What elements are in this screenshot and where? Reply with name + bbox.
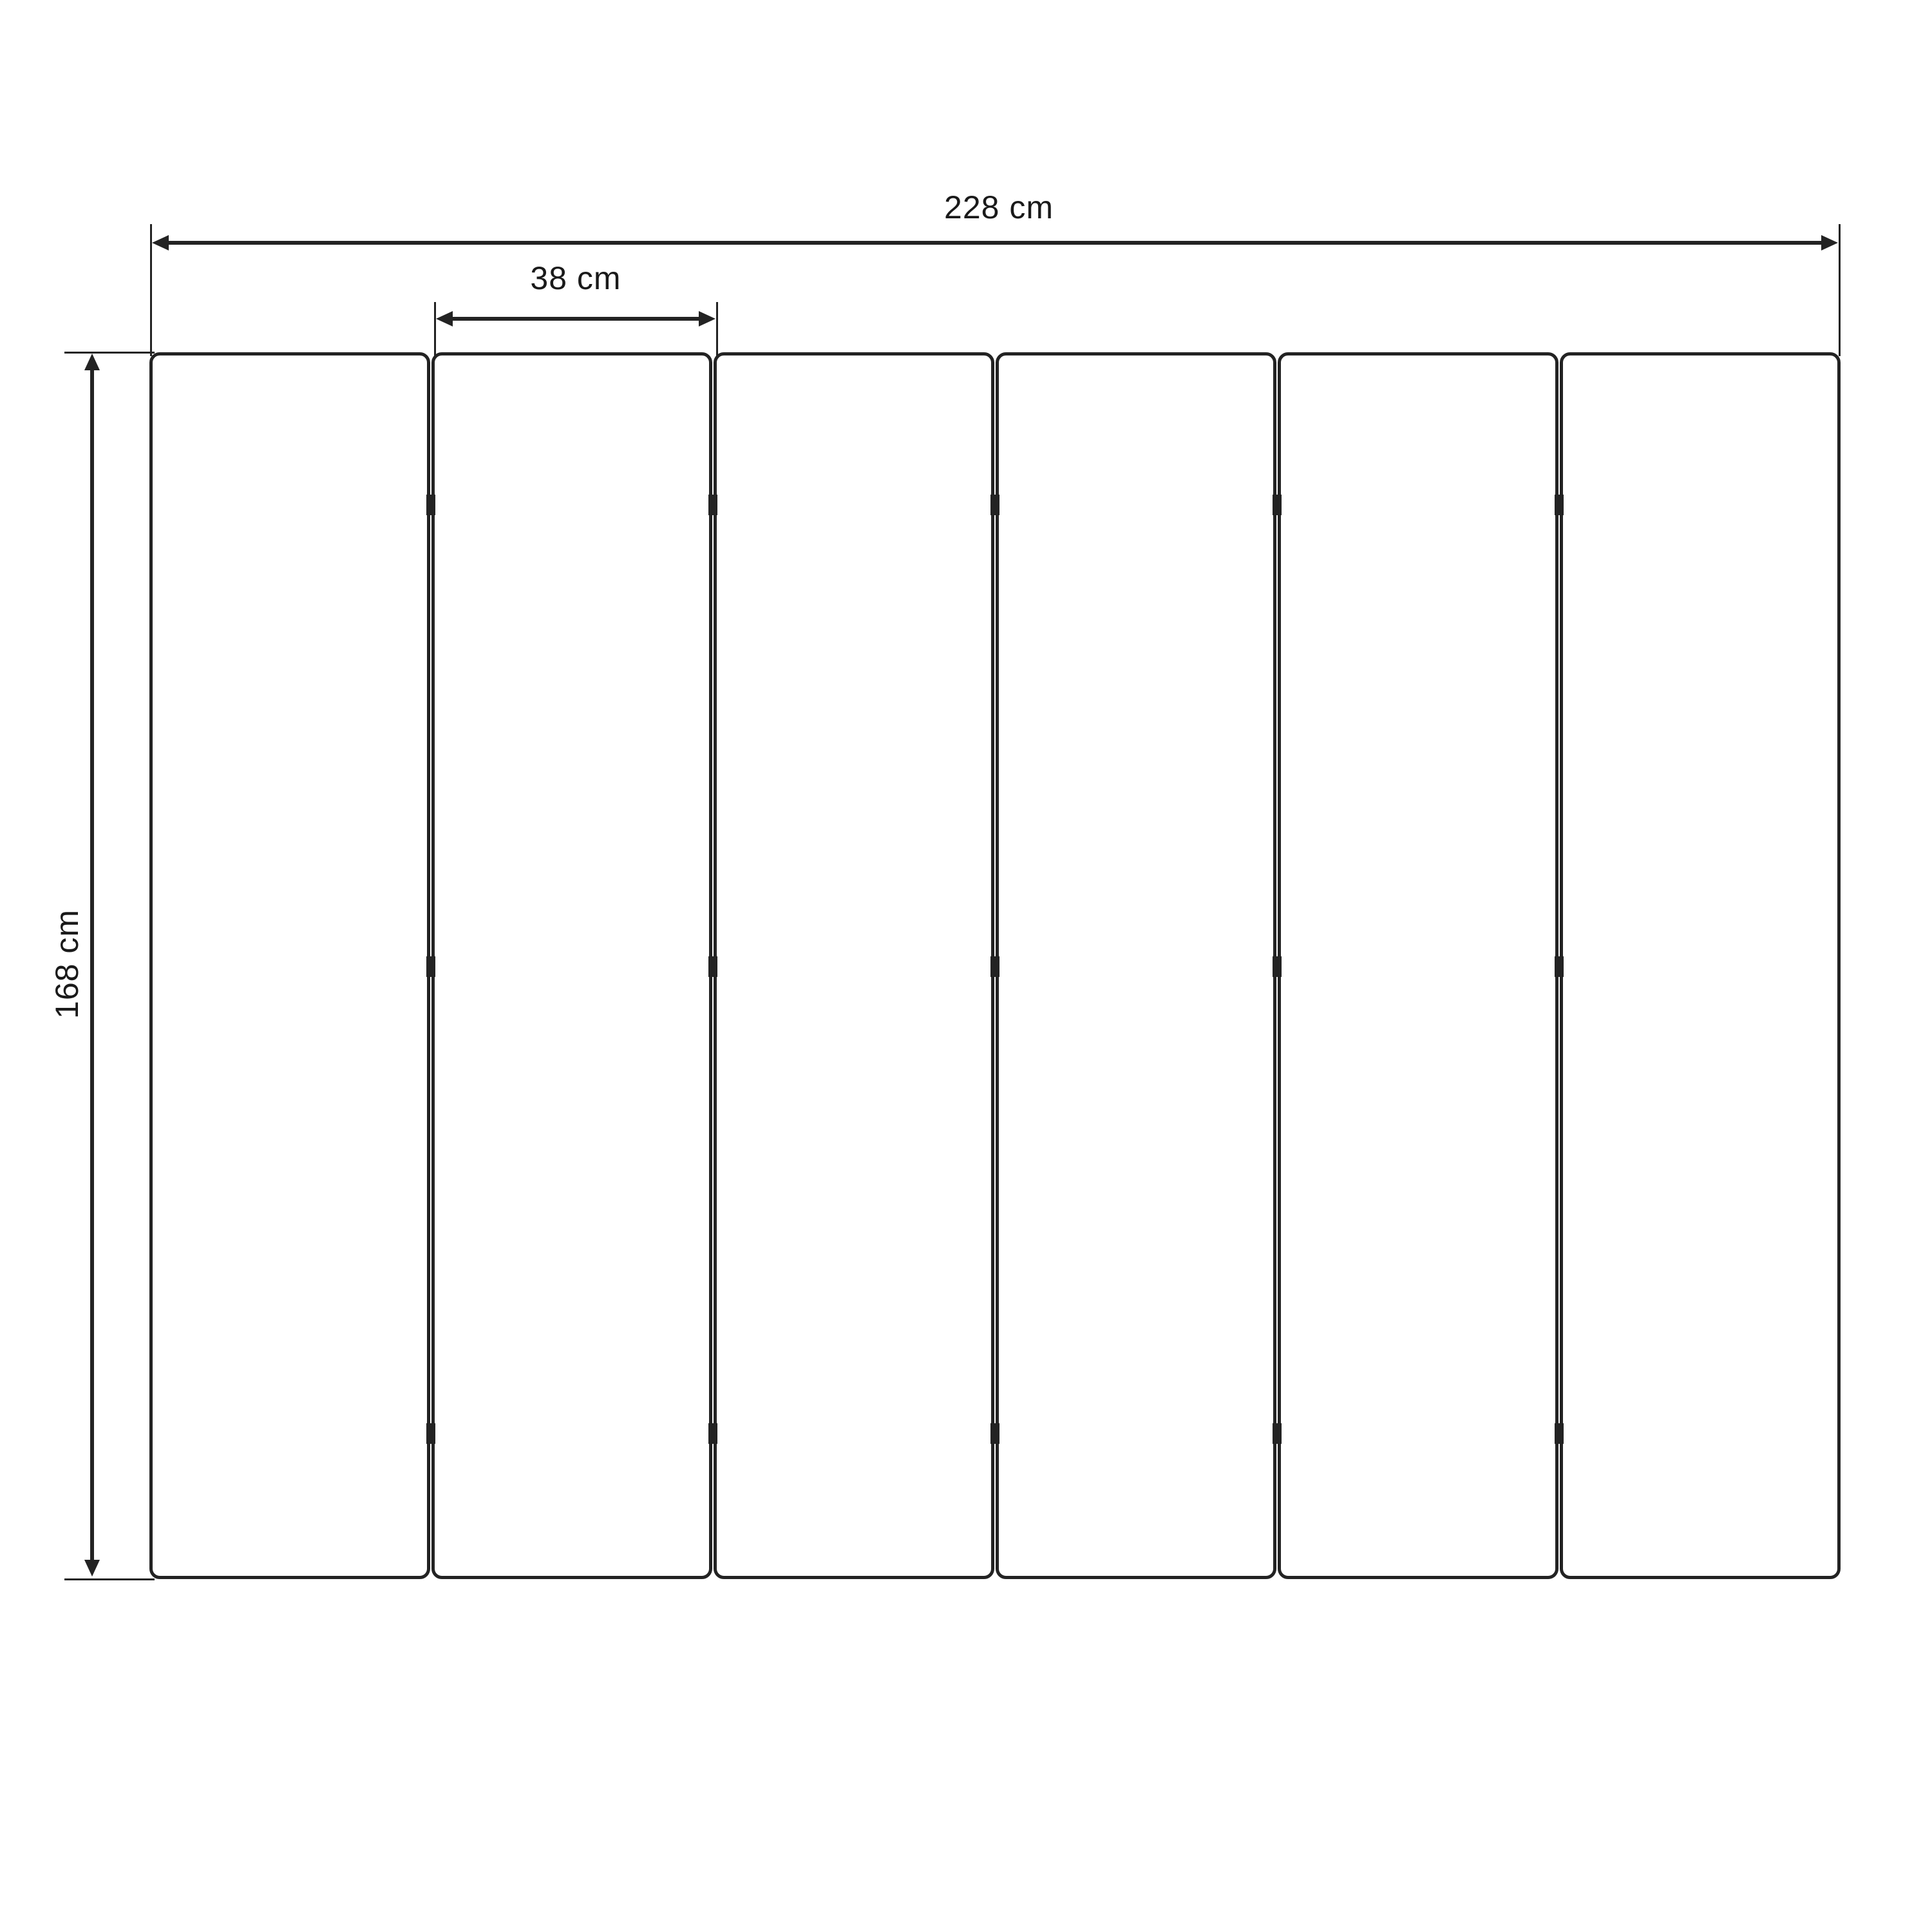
hinge-connector (1555, 495, 1564, 515)
extension-line-height-bottom (64, 1578, 155, 1580)
arrowhead-down-icon (84, 1560, 100, 1577)
panel-1 (149, 352, 430, 1579)
extension-line-height-top (64, 352, 155, 354)
panel-width-label: 38 cm (530, 260, 621, 296)
hinge-connector (708, 956, 717, 977)
hinge-connector (426, 956, 435, 977)
total-width-label: 228 cm (944, 189, 1054, 225)
arrowhead-up-icon (84, 354, 100, 370)
extension-line-total-right (1839, 224, 1841, 356)
dimension-line-height (90, 366, 94, 1563)
dimension-line-panel-width (449, 317, 703, 321)
height-label: 168 cm (49, 909, 85, 1019)
hinge-connector (1555, 1423, 1564, 1444)
panel-5 (1278, 352, 1558, 1579)
panel-3 (714, 352, 994, 1579)
arrowhead-left-icon (436, 311, 453, 327)
hinge-connector (1273, 956, 1282, 977)
dimension-line-total-width (165, 241, 1825, 245)
panel-2 (431, 352, 712, 1579)
arrowhead-left-icon (152, 235, 169, 251)
panel-4 (996, 352, 1276, 1579)
hinge-connector (990, 956, 999, 977)
extension-line-panel-right (716, 302, 718, 356)
hinge-connector (1555, 956, 1564, 977)
extension-line-panel-left (434, 302, 436, 356)
hinge-connector (990, 495, 999, 515)
hinge-connector (426, 495, 435, 515)
arrowhead-right-icon (1821, 235, 1838, 251)
arrowhead-right-icon (699, 311, 715, 327)
hinge-connector (426, 1423, 435, 1444)
panel-6 (1560, 352, 1841, 1579)
hinge-connector (1273, 495, 1282, 515)
hinge-connector (990, 1423, 999, 1444)
hinge-connector (708, 495, 717, 515)
hinge-connector (1273, 1423, 1282, 1444)
hinge-connector (708, 1423, 717, 1444)
